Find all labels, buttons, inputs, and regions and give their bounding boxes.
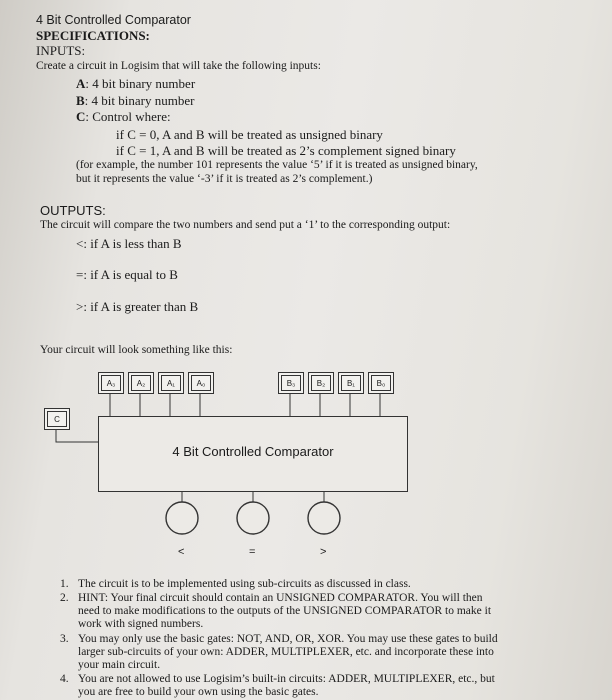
pin-b0: B₀: [368, 372, 394, 394]
comparator-label: 4 Bit Controlled Comparator: [172, 444, 334, 459]
output-greater-than: >: if A is greater than B: [76, 299, 199, 314]
pin-a3: A₃: [98, 372, 124, 394]
input-b-label: B: [76, 93, 85, 108]
pin-c: C: [44, 408, 70, 430]
comparator-box: [98, 416, 408, 492]
pin-b1: B₁: [338, 372, 364, 394]
input-c-label: C: [76, 109, 86, 124]
inputs-heading: INPUTS:: [36, 43, 86, 58]
example-line-1: (for example, the number 101 represents the value ‘5’ if it is treated as unsigned binary,: [76, 159, 478, 171]
input-c-desc: : Control where:: [85, 109, 171, 124]
output-less-than: <: if A is less than B: [76, 236, 182, 251]
outputs-intro: The circuit will compare the two numbers and send put a ‘1’ to the corresponding output:: [40, 219, 451, 231]
output-lt-circle: [166, 502, 198, 534]
doc-title: 4 Bit Controlled Comparator: [36, 13, 191, 27]
pin-a1: A₁: [158, 372, 184, 394]
input-b-desc: : 4 bit binary number: [84, 93, 195, 108]
input-a-desc: : 4 bit binary number: [85, 76, 196, 91]
output-equal: =: if A is equal to B: [76, 267, 178, 282]
output-lt-label: <: [178, 546, 185, 558]
output-eq-circle: [237, 502, 269, 534]
outputs-heading: OUTPUTS:: [40, 203, 106, 218]
diagram-intro: Your circuit will look something like this:: [40, 344, 233, 356]
example-line-2: but it represents the value ‘-3’ if it is treated as 2’s complement.): [76, 173, 373, 185]
c0-rule: if C = 0, A and B will be treated as unsigned binary: [116, 127, 383, 142]
note-1: 1. The circuit is to be implemented using sub-circuits as discussed in class.: [60, 578, 411, 590]
output-gt-label: >: [320, 546, 327, 558]
pin-a2: A₂: [128, 372, 154, 394]
note-3: 3. You may only use the basic gates: NOT, AND, OR, XOR. You may use these gates to build larger sub-circuits of your own: ADDER, MULTIPLEXER, etc. and incorporate these into your main circuit.: [60, 633, 498, 671]
pin-a0: A₀: [188, 372, 214, 394]
specifications-heading: SPECIFICATIONS:: [36, 28, 150, 43]
input-a-label: A: [76, 76, 86, 91]
output-gt-circle: [308, 502, 340, 534]
pin-b2: B₂: [308, 372, 334, 394]
note-2: 2. HINT: Your final circuit should contain an UNSIGNED COMPARATOR. You will then need to make modifications to the outputs of the UNSIGNED COMPARATOR to make it work with signed numbers.: [60, 592, 492, 630]
note-4: 4. You are not allowed to use Logisim’s built-in circuits: ADDER, MULTIPLEXER, etc., but you are free to build your own using the basic gates.: [60, 673, 495, 698]
inputs-intro: Create a circuit in Logisim that will take the following inputs:: [36, 60, 321, 72]
c1-rule: if C = 1, A and B will be treated as 2’s complement signed binary: [116, 143, 456, 158]
output-eq-label: =: [249, 546, 256, 558]
pin-b3: B₃: [278, 372, 304, 394]
